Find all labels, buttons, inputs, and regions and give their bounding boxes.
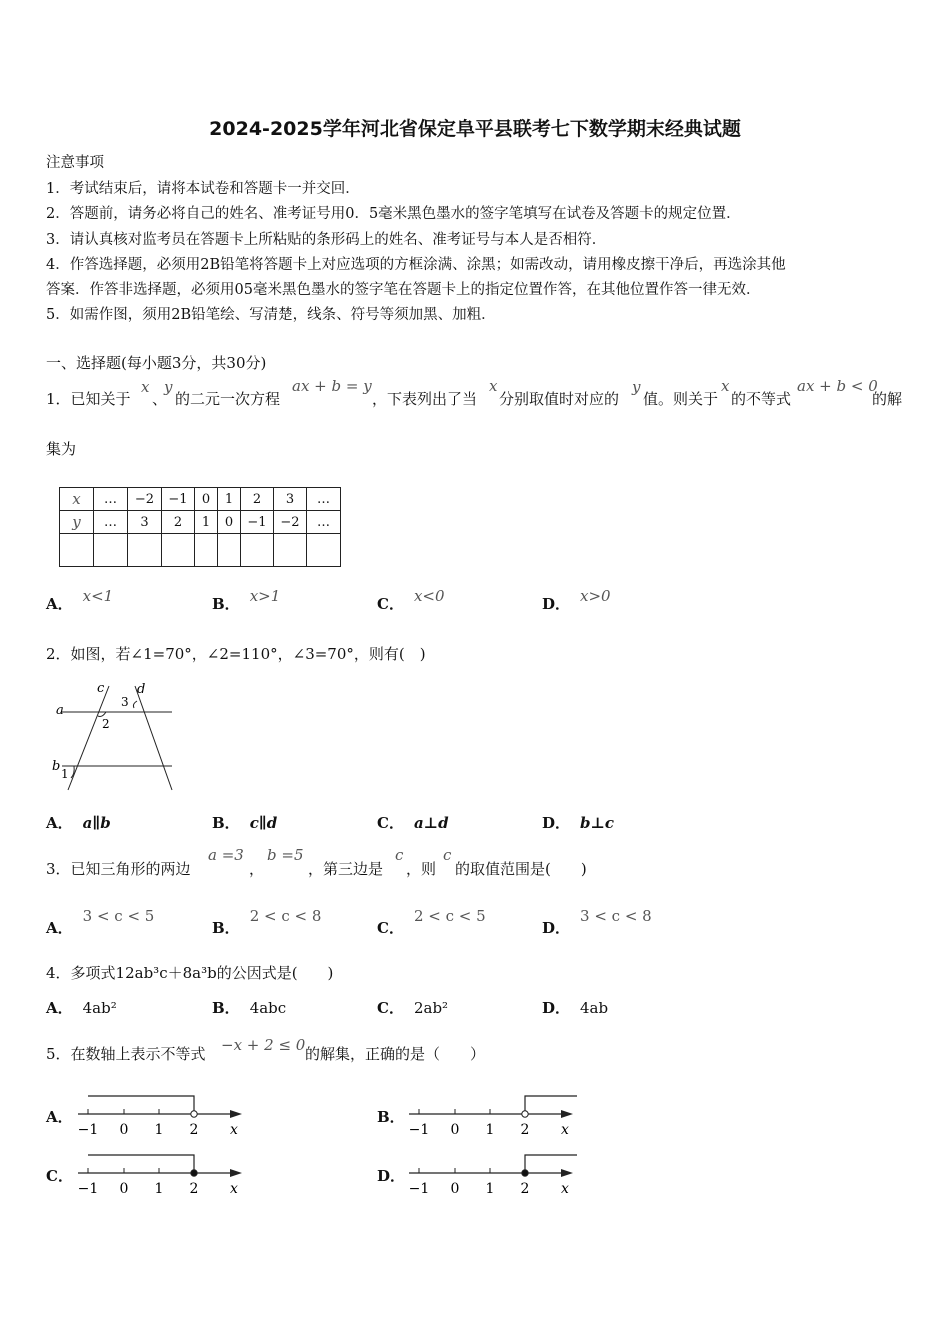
table-cell	[195, 534, 218, 567]
label-angle-3: 3	[121, 695, 129, 709]
q1-option-d[interactable]: D． x>0	[542, 587, 611, 613]
notice-heading: 注意事项	[46, 155, 104, 171]
tick-label: 0	[119, 1122, 129, 1138]
q4-option-c[interactable]: C． 2ab²	[377, 999, 449, 1017]
table-cell	[307, 534, 341, 567]
q3-text: 的取值范围是( )	[455, 860, 587, 878]
number-line-c	[70, 1149, 250, 1197]
table-cell: …	[94, 488, 128, 511]
table-cell	[94, 534, 128, 567]
q5-option-c[interactable]: C．	[46, 1167, 73, 1185]
tick-label: −1	[77, 1181, 99, 1197]
tick-label: 0	[450, 1122, 460, 1138]
label-angle-2: 2	[102, 717, 110, 731]
table-cell: 3	[274, 488, 307, 511]
filled-dot	[191, 1170, 197, 1176]
table-cell: y	[60, 511, 94, 534]
number-line-b	[401, 1090, 581, 1138]
page-title: 2024-2025学年河北省保定阜平县联考七下数学期末经典试题	[209, 118, 741, 140]
tick-label: 0	[450, 1181, 460, 1197]
q3-math: b =5	[267, 846, 304, 864]
notice-item: 3．请认真核对监考员在答题卡上所粘贴的条形码上的姓名、准考证号与本人是否相符．	[46, 232, 607, 248]
tick-label: 2	[189, 1122, 199, 1138]
table-cell: x	[60, 488, 94, 511]
tick-label: 2	[189, 1181, 199, 1197]
q3-option-c[interactable]: C．2 < c < 5	[377, 907, 486, 937]
table-cell: …	[307, 488, 341, 511]
axis-label: x	[230, 1122, 238, 1138]
table-cell	[128, 534, 162, 567]
q4-option-b[interactable]: B． 4abc	[212, 999, 287, 1017]
q2-option-d[interactable]: D． b⊥c	[542, 814, 615, 832]
tick-label: 1	[154, 1122, 164, 1138]
q5-option-b[interactable]: B．	[377, 1108, 405, 1126]
q3-math: c	[395, 846, 404, 864]
q2-option-c[interactable]: C． a⊥d	[377, 814, 449, 832]
q1-text-line2: 集为	[46, 440, 77, 458]
table-cell: 2	[241, 488, 274, 511]
tick-label: 2	[520, 1122, 530, 1138]
tick-label: 1	[154, 1181, 164, 1197]
q3-option-b[interactable]: B．2 < c < 8	[212, 907, 322, 937]
solution-ray	[88, 1096, 194, 1111]
q2-option-a[interactable]: A． a∥b	[46, 814, 111, 832]
table-cell	[218, 534, 241, 567]
open-dot	[522, 1111, 528, 1117]
table-cell: 0	[195, 488, 218, 511]
axis-arrow	[561, 1110, 573, 1118]
label-a: a	[56, 703, 64, 718]
filled-dot	[522, 1170, 528, 1176]
axis-arrow	[561, 1169, 573, 1177]
q1-text: ，下表列出了当	[372, 390, 478, 408]
q1-math: x	[721, 377, 730, 395]
line-c	[68, 686, 109, 790]
table-cell: …	[307, 511, 341, 534]
q1-math: x	[489, 377, 498, 395]
q1-equation: ax + b = y	[292, 377, 372, 395]
tick-label: −1	[408, 1122, 430, 1138]
notice-item: 5．如需作图，须用2B铅笔绘、写清楚，线条、符号等须加黑、加粗．	[46, 307, 496, 323]
table-cell	[162, 534, 195, 567]
label-c: c	[97, 681, 105, 696]
q3-math: c	[443, 846, 452, 864]
q1-option-a[interactable]: A． x<1	[46, 587, 114, 613]
label-d: d	[137, 682, 146, 697]
q3-option-a[interactable]: A．3 < c < 5	[46, 907, 155, 937]
axis-arrow	[230, 1169, 242, 1177]
tick-label: 0	[119, 1181, 129, 1197]
q4-option-a[interactable]: A． 4ab²	[46, 999, 117, 1017]
q4-option-d[interactable]: D． 4ab	[542, 999, 609, 1017]
q2-figure	[48, 678, 178, 796]
axis-label: x	[561, 1181, 569, 1197]
q1-option-c[interactable]: C． x<0	[377, 587, 445, 613]
label-angle-1: 1	[61, 767, 69, 781]
axis-arrow	[230, 1110, 242, 1118]
q1-math: y	[632, 378, 641, 396]
q3-math: a =3	[208, 846, 244, 864]
table-cell: −2	[128, 488, 162, 511]
q3-text: ，第三边是	[308, 860, 384, 878]
q3-option-d[interactable]: D．3 < c < 8	[542, 907, 652, 937]
table-cell: −1	[241, 511, 274, 534]
table-cell: 2	[162, 511, 195, 534]
q1-text: 的不等式	[731, 390, 792, 408]
table-cell: 1	[218, 488, 241, 511]
tick-label: −1	[77, 1122, 99, 1138]
section-heading: 一、选择题(每小题3分，共30分)	[46, 354, 267, 372]
line-d	[135, 686, 172, 790]
solution-ray	[88, 1155, 194, 1170]
question-3-text: 3．已知三角形的两边	[46, 860, 191, 878]
q1-text: 的解	[872, 390, 903, 408]
tick-label: 1	[485, 1122, 495, 1138]
q5-inequality: −x + 2 ≤ 0	[221, 1036, 306, 1054]
label-b: b	[52, 759, 61, 774]
table-cell: 3	[128, 511, 162, 534]
solution-ray	[525, 1096, 577, 1111]
q1-text: 的二元一次方程	[175, 390, 281, 408]
angle-3-arc	[133, 701, 137, 708]
table-cell: −1	[162, 488, 195, 511]
notice-item: 2．答题前，请务必将自己的姓名、准考证号用0．5毫米黑色墨水的签字笔填写在试卷及答题卡的规定位置．	[46, 206, 741, 222]
open-dot	[191, 1111, 197, 1117]
table-cell	[241, 534, 274, 567]
q3-text: ，则	[406, 860, 437, 878]
q1-text: 值。则关于	[643, 390, 719, 408]
tick-label: 2	[520, 1181, 530, 1197]
number-line-a	[70, 1090, 250, 1138]
notice-item: 4．作答选择题，必须用2B铅笔将答题卡上对应选项的方框涂满、涂黑；如需改动，请用橡皮擦干净后，再选涂其他	[46, 257, 786, 273]
question-1-text: 1．已知关于	[46, 390, 131, 408]
q1-inequality: ax + b < 0	[797, 377, 878, 395]
table-cell: −2	[274, 511, 307, 534]
q1-math: y	[164, 378, 173, 396]
table-cell	[274, 534, 307, 567]
question-4-text: 4．多项式12ab³c＋8a³b的公因式是( )	[46, 964, 334, 982]
q1-option-b[interactable]: B． x>1	[212, 587, 281, 613]
question-5-text: 5．在数轴上表示不等式	[46, 1045, 206, 1063]
q5-text: 的解集，正确的是（ ）	[305, 1045, 486, 1063]
tick-label: 1	[485, 1181, 495, 1197]
notice-item: 1．考试结束后，请将本试卷和答题卡一并交回．	[46, 181, 360, 197]
table-cell: 0	[218, 511, 241, 534]
value-table	[59, 487, 341, 567]
q1-math: x	[141, 378, 150, 396]
angle-2-arc	[98, 712, 106, 717]
axis-label: x	[230, 1181, 238, 1197]
tick-label: −1	[408, 1181, 430, 1197]
q1-text: 、	[152, 390, 168, 408]
axis-label: x	[561, 1122, 569, 1138]
q5-option-a[interactable]: A．	[46, 1108, 73, 1126]
q3-text: ，	[249, 860, 265, 878]
notice-item: 答案．作答非选择题，必须用05毫米黑色墨水的签字笔在答题卡上的指定位置作答，在其他位置作答一律无效．	[46, 282, 761, 298]
q5-option-d[interactable]: D．	[377, 1167, 406, 1185]
table-cell: …	[94, 511, 128, 534]
number-line-d	[401, 1149, 581, 1197]
table-cell: 1	[195, 511, 218, 534]
table-cell	[60, 534, 94, 567]
q2-option-b[interactable]: B． c∥d	[212, 814, 278, 832]
q1-text: 分别取值时对应的	[499, 390, 620, 408]
question-2-text: 2．如图，若∠1=70°，∠2=110°，∠3=70°，则有( )	[46, 645, 426, 663]
solution-ray	[525, 1155, 577, 1170]
